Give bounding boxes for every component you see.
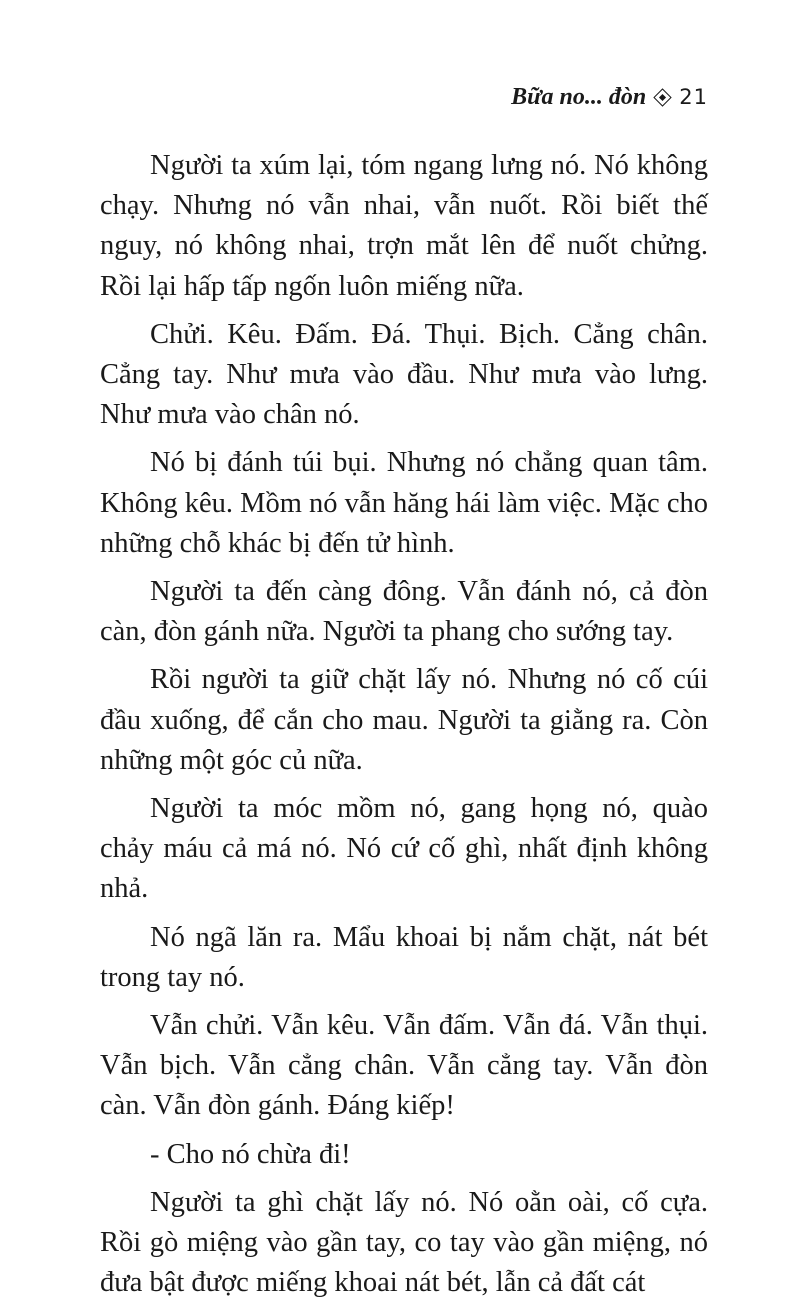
paragraph: Người ta xúm lại, tóm ngang lưng nó. Nó không chạy. Nhưng nó vẫn nhai, vẫn nuốt. Rồi biết thế nguy, nó không nhai, trợn mắt lên để nuốt chửng. Rồi lại hấp tấp ngốn luôn miếng nữa. [100, 150, 708, 302]
running-header [511, 80, 708, 114]
body-text [100, 146, 708, 1311]
paragraph: Người ta đến càng đông. Vẫn đánh nó, cả đòn càn, đòn gánh nữa. Người ta phang cho sướng tay. [100, 576, 708, 648]
chapter-title: Bữa no... đòn [511, 83, 647, 110]
paragraph: Rồi người ta giữ chặt lấy nó. Nhưng nó cố cúi đầu xuống, để cắn cho mau. Người ta giằng ra. Còn những một góc củ nữa. [100, 664, 708, 776]
paragraph: Vẫn chửi. Vẫn kêu. Vẫn đấm. Vẫn đá. Vẫn thụi. Vẫn bịch. Vẫn cẳng chân. Vẫn cẳng tay. Vẫn đòn càn. Vẫn đòn gánh. Đáng kiếp! [100, 1010, 708, 1122]
paragraph: Người ta móc mồm nó, gang họng nó, quào chảy máu cả má nó. Nó cứ cố ghì, nhất định không nhả. [100, 793, 708, 905]
page-number: 21 [679, 85, 708, 109]
paragraph: Người ta ghì chặt lấy nó. Nó oằn oài, cố cựa. Rồi gò miệng vào gần tay, co tay vào gần miệng, nó đưa bật được miếng khoai nát bét, lẫn cả đất cát [100, 1186, 708, 1299]
dialogue-line: - Cho nó chừa đi! [150, 1138, 351, 1170]
paragraph: Nó ngã lăn ra. Mẩu khoai bị nắm chặt, nát bét trong tay nó. [100, 921, 708, 993]
paragraph: Chửi. Kêu. Đấm. Đá. Thụi. Bịch. Cẳng chân. Cẳng tay. Như mưa vào đầu. Như mưa vào lưng. Như mưa vào chân nó. [100, 318, 708, 431]
diamond-ornament-icon [656, 91, 669, 104]
paragraph: Nó bị đánh túi bụi. Nhưng nó chẳng quan tâm. Không kêu. Mồm nó vẫn hăng hái làm việc. Mặc cho những chỗ khác bị đến tử hình. [100, 447, 708, 559]
